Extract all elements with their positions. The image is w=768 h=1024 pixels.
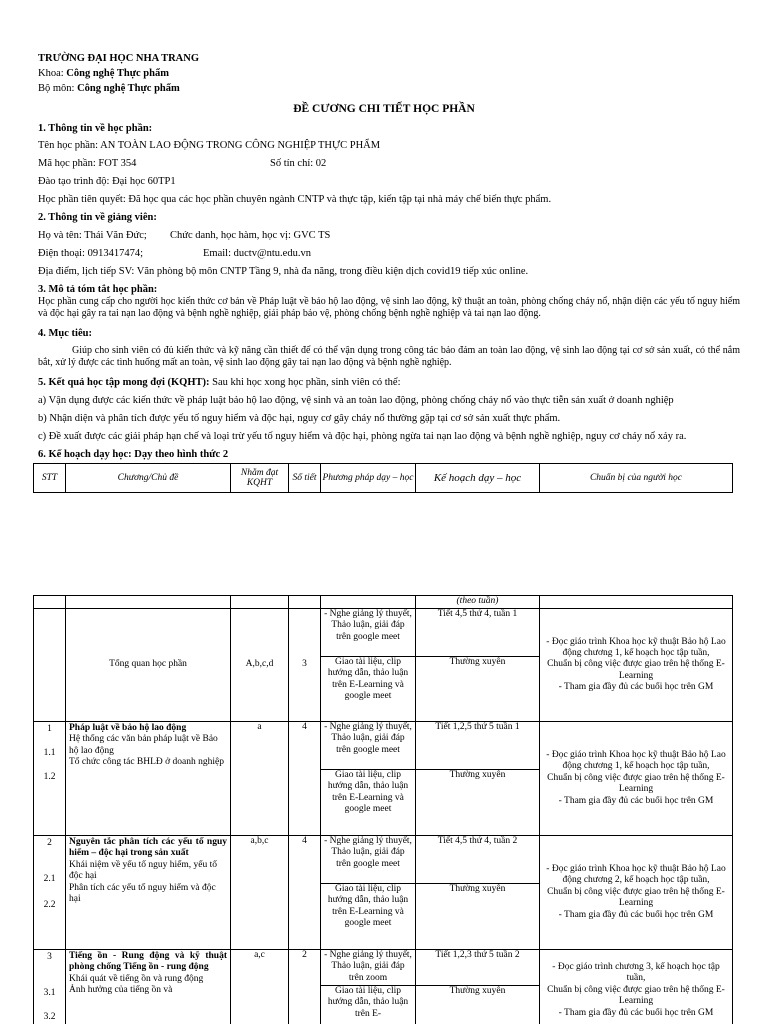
table-header-row — [34, 464, 733, 493]
row-plan-schedule: Tiết 4,5 thứ 4, tuần 1 — [416, 609, 539, 657]
section-4-heading: 4. Mục tiêu: — [38, 328, 92, 339]
row-prep — [540, 836, 733, 950]
prep-reading: - Đọc giáo trình Khoa học kỹ thuật Bảo hộ Lao động chương 1, kế hoạch học tập tuần, — [546, 636, 726, 658]
contact-place: Địa điểm, lịch tiếp SV: Văn phòng bộ môn CNTP Tầng 9, nhà đa năng, trong điều kiện dịch covid19 tiếp xúc online. — [38, 266, 529, 277]
prep-attendance: - Tham gia đầy đủ các buổi học trên GM — [558, 909, 714, 920]
prerequisite: Học phần tiên quyết: Đã học qua các học phần chuyên ngành CNTP và thực tập, kiến tập tại nhà máy chế biến thực phẩm. — [38, 194, 552, 205]
row-method-elearning: Giao tài liệu, clip hướng dẫn, thảo luận trên E- — [327, 986, 409, 1019]
lecturer-name: Họ và tên: Thái Văn Đức; — [38, 230, 147, 241]
sub-topic: Ảnh hưởng của tiếng ồn và — [69, 985, 173, 996]
course-credits: Số tín chỉ: 02 — [270, 158, 327, 169]
header-plan: Kế hoạch dạy – học — [416, 464, 540, 493]
row-stt — [34, 609, 66, 722]
header-kqht: Nhằm đạt KQHT — [231, 464, 289, 493]
section-2-heading: 2. Thông tin về giảng viên: — [38, 212, 157, 223]
row-chapter: Pháp luật về bảo hộ lao động — [69, 723, 187, 733]
lecturer-email: Email: ductv@ntu.edu.vn — [203, 248, 311, 259]
row-plan-schedule: Tiết 1,2,3 thứ 5 tuần 2 — [416, 950, 539, 986]
prep-assignment: Chuẩn bị công việc được giao trên hệ thống E-Learning — [547, 886, 725, 909]
faculty-label: Khoa: — [38, 68, 67, 79]
row-kqht: a,b,c — [231, 836, 289, 950]
row-stt: 2 — [47, 838, 52, 848]
outcome-a: a) Vận dụng được các kiến thức về pháp luật bảo hộ lao động, vệ sinh và an toàn lao động, phòng chống cháy nổ vào thực tiễn sản xuất ở doanh nghiệp — [38, 395, 674, 406]
row-method-lecture: - Nghe giảng lý thuyết, Thảo luận, giải đáp trên google meet — [321, 836, 415, 884]
prep-attendance: - Tham gia đầy đủ các buổi học trên GM — [558, 1007, 714, 1018]
header-prep: Chuẩn bị của người học — [540, 464, 733, 493]
prep-reading: - Đọc giáo trình Khoa học kỹ thuật Bảo hộ Lao động chương 2, kế hoạch học tập tuần, — [546, 864, 726, 886]
prep-attendance: - Tham gia đầy đủ các buổi học trên GM — [558, 682, 714, 693]
row-chapter: Nguyên tắc phân tích các yếu tố nguy hiểm – độc hại trong sản xuất — [69, 837, 227, 859]
row-stt: 3 — [47, 952, 52, 962]
row-method-elearning: Giao tài liệu, clip hướng dẫn, thảo luận trên E-Learning và google meet — [327, 770, 409, 815]
row-method-lecture: - Nghe giảng lý thuyết, Thảo luận, giải đáp trên google meet — [321, 609, 415, 657]
section-3-heading: 3. Mô tả tóm tắt học phần: — [38, 284, 158, 295]
row-plan-schedule: Tiết 4,5 thứ 4, tuần 2 — [416, 836, 539, 884]
prep-reading: - Đọc giáo trình chương 3, kế hoạch học tập tuần, — [552, 962, 720, 984]
row-method-elearning: Giao tài liệu, clip hướng dẫn, thảo luận trên E-Learning và google meet — [327, 657, 409, 702]
section-5-heading: 5. Kết quả học tập mong đợi (KQHT): — [38, 377, 210, 388]
row-plan-schedule: Tiết 1,2,5 thứ 5 tuần 1 — [416, 722, 539, 770]
document-title: ĐỀ CƯƠNG CHI TIẾT HỌC PHẦN — [293, 103, 475, 115]
row-method-elearning: Giao tài liệu, clip hướng dẫn, thảo luận trên E-Learning và google meet — [327, 884, 409, 929]
lecturer-phone: Điện thoại: 0913417474; — [38, 248, 143, 259]
training-level: Đào tạo trình độ: Đại học 60TP1 — [38, 176, 176, 187]
header-stt: STT — [34, 464, 66, 493]
row-chapter: Tiếng ồn - Rung động và kỹ thuật phòng chống Tiếng ồn - rung động — [69, 951, 227, 973]
row-method-lecture: - Nghe giảng lý thuyết, Thảo luận, giải đáp trên google meet — [321, 722, 415, 770]
row-kqht: a,c — [231, 950, 289, 1024]
header-method: Phương pháp dạy – học — [321, 464, 416, 493]
table-row — [34, 950, 733, 1024]
section-1-heading: 1. Thông tin về học phần: — [38, 123, 153, 134]
department-value: Công nghệ Thực phẩm — [77, 83, 180, 94]
prep-assignment: Chuẩn bị công việc được giao trên hệ thống E-Learning — [547, 659, 725, 681]
row-prep — [540, 722, 733, 836]
row-hours: 4 — [289, 836, 321, 950]
sub-topic: Hệ thống các văn bản pháp luật về Bảo hộ lao động — [69, 734, 218, 756]
row-hours: 3 — [289, 609, 321, 722]
prep-attendance: - Tham gia đầy đủ các buổi học trên GM — [558, 795, 714, 806]
outcome-c: c) Đề xuất được các giải pháp hạn chế và loại trừ yếu tố nguy hiểm và độc hại, phòng ngừa tai nạn lao động và bệnh nghề nghiệp, nguy cơ cháy nổ xảy ra. — [38, 431, 687, 442]
sub-number: 2.1 — [43, 874, 56, 884]
sub-number: 1.1 — [43, 748, 56, 758]
course-objective: Giúp cho sinh viên có đủ kiến thức và kỹ năng cần thiết để có thể vận dụng trong công tác bảo đảm an toàn lao động, vệ sinh lao động tại cơ sở sản xuất, có thể nắm bắt, xử lý được các tình huống mất an toàn, vệ sinh lao động gây tai nạn lao động và bệnh nghề nghiệp. — [38, 345, 740, 368]
table-row — [34, 836, 733, 950]
lecturer-title: Chức danh, học hàm, học vị: GVC TS — [170, 230, 331, 241]
row-hours: 2 — [289, 950, 321, 1024]
faculty-line — [38, 67, 169, 80]
faculty-value: Công nghệ Thực phẩm — [66, 68, 169, 79]
row-prep — [540, 609, 733, 722]
table-carry-row — [34, 596, 733, 609]
section-5-line — [38, 376, 740, 389]
table-row — [34, 722, 733, 836]
course-name: Tên học phần: AN TOÀN LAO ĐỘNG TRONG CÔNG NGHIỆP THỰC PHẨM — [38, 140, 381, 151]
header-hours: Số tiết — [289, 464, 321, 493]
sub-number: 3.2 — [43, 1012, 56, 1022]
sub-topic: Phân tích các yếu tố nguy hiểm và độc hại — [69, 882, 216, 904]
section-5-intro: Sau khi học xong học phần, sinh viên có thể: — [209, 377, 401, 388]
sub-number: 1.2 — [43, 772, 56, 782]
sub-topic: Tổ chức công tác BHLĐ ở doanh nghiệp — [69, 757, 225, 768]
row-plan-frequency: Thường xuyên — [449, 884, 506, 894]
prep-assignment: Chuẩn bị công việc được giao trên hệ thống E-Learning — [547, 772, 725, 795]
plan-table — [33, 595, 733, 1024]
department-label: Bộ môn: — [38, 83, 78, 94]
row-kqht: A,b,c,d — [231, 609, 289, 722]
carry-over-text: (theo tuần) — [416, 596, 540, 609]
prep-assignment: Chuẩn bị công việc được giao trên hệ thống E-Learning — [547, 984, 725, 1007]
row-plan-frequency: Thường xuyên — [449, 770, 506, 780]
row-hours: 4 — [289, 722, 321, 836]
sub-topic: Khái niệm về yếu tố nguy hiểm, yếu tố độc hại — [69, 859, 218, 882]
course-code: Mã học phần: FOT 354 — [38, 158, 137, 169]
section-6-heading: 6. Kế hoạch dạy học: Dạy theo hình thức 2 — [38, 449, 229, 460]
plan-table-header — [33, 463, 733, 493]
sub-topic: Khái quát về tiếng ồn và rung động — [69, 973, 204, 984]
header-chapter: Chương/Chủ đề — [66, 464, 231, 493]
department-line — [38, 82, 180, 95]
row-prep — [540, 950, 733, 1024]
sub-number: 3.1 — [43, 988, 56, 998]
sub-number: 2.2 — [43, 900, 56, 910]
outcome-b: b) Nhận diện và phân tích được yếu tố nguy hiểm và độc hại, nguy cơ gây cháy nổ thường gặp tại cơ sở sản xuất thực phẩm. — [38, 413, 561, 424]
prep-reading: - Đọc giáo trình Khoa học kỹ thuật Bảo hộ Lao động chương 1, kế hoạch học tập tuần, — [546, 750, 726, 772]
row-plan-frequency: Thường xuyên — [449, 986, 506, 996]
table-row — [34, 609, 733, 722]
row-plan-frequency: Thường xuyên — [449, 657, 506, 667]
course-description: Học phần cung cấp cho người học kiến thức cơ bản về Pháp luật về bảo hộ lao động, vệ sinh lao động, kỹ thuật an toàn, phòng chống cháy nổ, nhận diện các yếu tố nguy hiểm và độc hại gây ra tai nạn lao động và bệnh nghề nghiệp, giải pháp bảo vệ, phòng chống bệnh nghề nghiệp và tai nạn lao động. — [38, 296, 740, 319]
row-chapter: Tổng quan học phần — [66, 609, 231, 722]
row-method-lecture: - Nghe giảng lý thuyết, Thảo luận, giải đáp trên zoom — [321, 950, 415, 986]
row-stt: 1 — [47, 724, 52, 734]
row-kqht: a — [231, 722, 289, 836]
school-name: TRƯỜNG ĐẠI HỌC NHA TRANG — [38, 53, 200, 64]
